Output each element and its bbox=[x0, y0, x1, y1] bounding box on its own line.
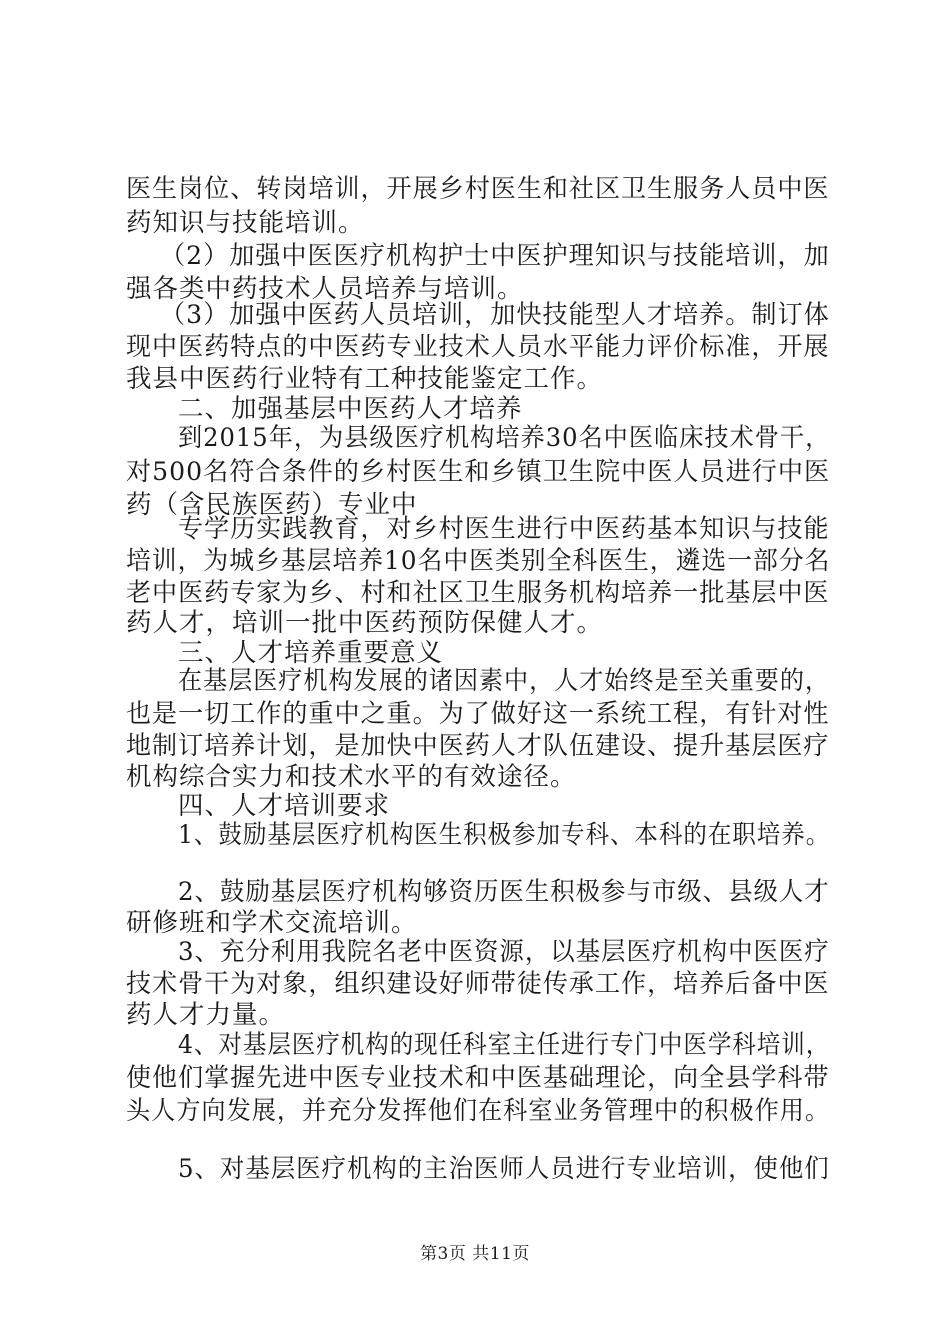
paragraph-line: 研修班和学术交流培训。 bbox=[126, 908, 418, 938]
paragraph-line: 3、充分利用我院名老中医资源，以基层医疗机构中医医疗 bbox=[178, 937, 830, 967]
paragraph-line: 1、鼓励基层医疗机构医生积极参加专科、本科的在职培养。 bbox=[178, 820, 831, 850]
paragraph-line: 也是一切工作的重中之重。为了做好这一系统工程，有针对性 bbox=[126, 699, 830, 729]
paragraph-line: 技术骨干为对象，组织建设好师带徒传承工作，培养后备中医 bbox=[126, 969, 830, 999]
paragraph-line: 药（含民族医药）专业中 bbox=[126, 490, 418, 520]
paragraph-line: 医生岗位、转岗培训，开展乡村医生和社区卫生服务人员中医 bbox=[126, 174, 830, 204]
paragraph-line: 对500名符合条件的乡村医生和乡镇卫生院中医人员进行中医 bbox=[126, 457, 831, 487]
paragraph-line: 机构综合实力和技术水平的有效途径。 bbox=[126, 762, 577, 792]
paragraph-line: 药人才力量。 bbox=[126, 1000, 286, 1030]
paragraph-line: 我县中医药行业特有工种技能鉴定工作。 bbox=[126, 364, 604, 394]
paragraph-line: 专学历实践教育，对乡村医生进行中医药基本知识与技能 bbox=[178, 514, 830, 544]
paragraph-line: （3）加强中医药人员培训，加快技能型人才培养。制订体 bbox=[160, 300, 830, 330]
paragraph-line: （2）加强中医医疗机构护士中医护理知识与技能培训，加 bbox=[160, 241, 830, 271]
section-heading: 四、人才培训要求 bbox=[178, 791, 391, 821]
paragraph-line: 头人方向发展，并充分发挥他们在科室业务管理中的积极作用。 bbox=[126, 1096, 831, 1126]
section-heading: 二、加强基层中医药人才培养 bbox=[178, 394, 523, 424]
paragraph-line: 药知识与技能培训。 bbox=[126, 208, 365, 238]
paragraph-line: 地制订培养计划，是加快中医药人才队伍建设、提升基层医疗 bbox=[126, 731, 830, 761]
paragraph-line: 老中医药专家为乡、村和社区卫生服务机构培养一批基层中医 bbox=[126, 578, 830, 608]
paragraph-line: 2、鼓励基层医疗机构够资历医生积极参与市级、县级人才 bbox=[178, 877, 830, 907]
paragraph-line: 在基层医疗机构发展的诸因素中，人才始终是至关重要的， bbox=[178, 666, 831, 696]
paragraph-line: 4、对基层医疗机构的现任科室主任进行专门中医学科培训， bbox=[178, 1030, 831, 1060]
paragraph-line: 培训，为城乡基层培养10名中医类别全科医生，遴选一部分名 bbox=[126, 546, 831, 576]
paragraph-line: 使他们掌握先进中医专业技术和中医基础理论，向全县学科带 bbox=[126, 1063, 830, 1093]
section-heading: 三、人才培养重要意义 bbox=[178, 638, 444, 668]
paragraph-line: 5、对基层医疗机构的主治医师人员进行专业培训，使他们 bbox=[178, 1154, 830, 1184]
paragraph-line: 现中医药特点的中医药专业技术人员水平能力评价标准，开展 bbox=[126, 332, 830, 362]
page-number-footer: 第3页 共11页 bbox=[420, 1244, 530, 1264]
paragraph-line: 药人才，培训一批中医药预防保健人才。 bbox=[126, 608, 604, 638]
paragraph-line: 到2015年，为县级医疗机构培养30名中医临床技术骨干， bbox=[178, 423, 831, 453]
paragraph-line: 强各类中药技术人员培养与培训。 bbox=[126, 274, 524, 304]
